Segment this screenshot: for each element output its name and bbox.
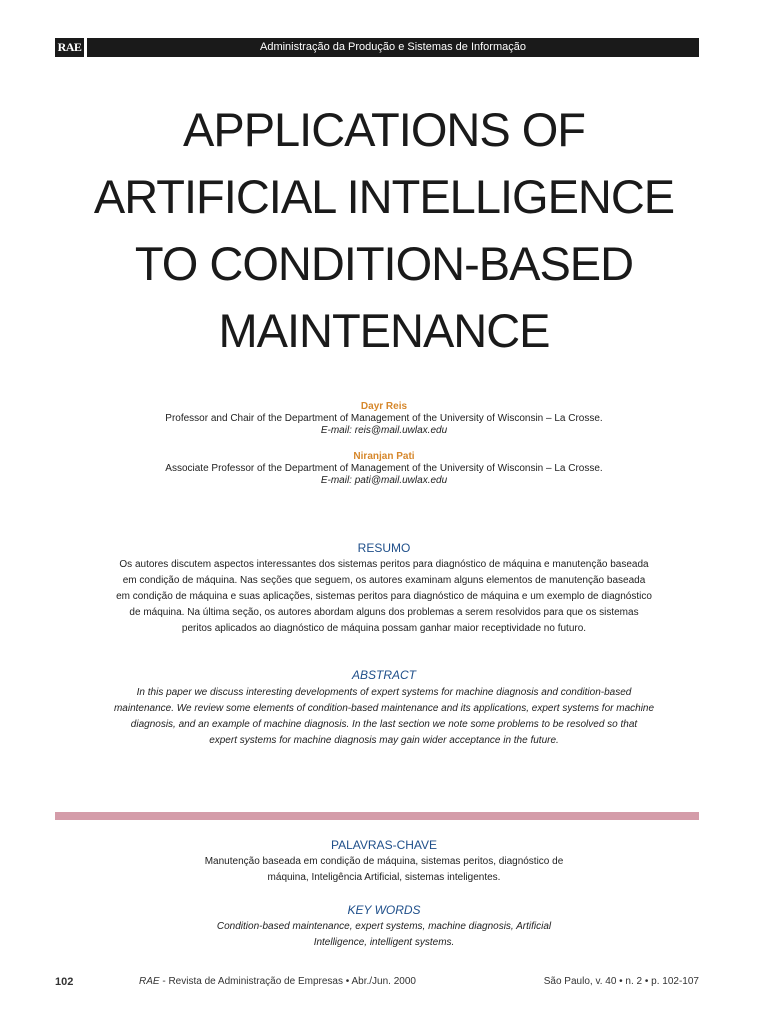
- author-affiliation: Associate Professor of the Department of Management of the University of Wisconsin – La Crosse.: [165, 463, 603, 474]
- section-divider: [55, 812, 699, 820]
- issue-info: São Paulo, v. 40 • n. 2 • p. 102-107: [543, 976, 699, 987]
- resumo-line: Os autores discutem aspectos interessantes dos sistemas peritos para diagnóstico de máquina e manutenção baseada: [119, 559, 649, 570]
- palavras-chave-body: [110, 854, 658, 886]
- abstract-line: maintenance. We review some elements of condition-based maintenance and its applications, expert systems for machine: [113, 703, 655, 714]
- author-list: [60, 401, 708, 501]
- page-number: 102: [55, 976, 74, 988]
- title-line: ARTIFICIAL INTELLIGENCE: [93, 170, 675, 223]
- author-email: E-mail: pati@mail.uwlax.edu: [320, 475, 448, 486]
- key-words-heading: KEY WORDS: [347, 903, 421, 917]
- page-footer: [55, 975, 699, 989]
- journal-name: - Revista de Administração de Empresas • Abr./Jun. 2000: [159, 976, 416, 987]
- author-email: E-mail: reis@mail.uwlax.edu: [320, 425, 448, 436]
- abstract-heading: ABSTRACT: [351, 668, 416, 682]
- resumo-line: em condição de máquina e suas aplicações, sistemas peritos para diagnóstico de máquina e um exemplo de diagnóstico: [116, 591, 652, 602]
- palavras-chave-line: Manutenção baseada em condição de máquina, sistemas peritos, diagnóstico de: [204, 856, 564, 867]
- key-words-line: Condition-based maintenance, expert systems, machine diagnosis, Artificial: [216, 921, 552, 932]
- author-name: Niranjan Pati: [353, 451, 415, 462]
- abstract-line: expert systems for machine diagnosis may gain wider acceptance in the future.: [209, 735, 559, 746]
- palavras-chave-line: máquina, Inteligência Artificial, sistemas inteligentes.: [267, 872, 501, 883]
- author-affiliation: Professor and Chair of the Department of Management of the University of Wisconsin – La Crosse.: [165, 413, 603, 424]
- author-name: Dayr Reis: [360, 401, 408, 412]
- journal-abbr: RAE: [139, 976, 160, 987]
- article-title: [40, 96, 728, 364]
- resumo-line: peritos aplicados ao diagnóstico de máquina possam ganhar maior receptividade no futuro.: [181, 623, 587, 634]
- resumo-line: em condição de máquina. Nas seções que seguem, os autores examinam alguns elementos de manutenção baseada: [122, 575, 646, 586]
- palavras-chave-heading: PALAVRAS-CHAVE: [330, 838, 438, 852]
- journal-section-title: Administração da Produção e Sistemas de Informação: [260, 41, 526, 53]
- title-line: TO CONDITION-BASED: [134, 237, 634, 290]
- journal-header-bar: [55, 38, 699, 57]
- journal-citation: [139, 975, 416, 989]
- resumo-heading: RESUMO: [357, 541, 411, 555]
- key-words-body: [110, 919, 658, 951]
- title-line: APPLICATIONS OF: [183, 103, 585, 156]
- author-entry: [60, 401, 708, 437]
- abstract-line: diagnosis, and an example of machine diagnosis. In the last section we note some problems to be resolved so that: [130, 719, 638, 730]
- title-line: MAINTENANCE: [218, 304, 550, 357]
- author-entry: [60, 451, 708, 487]
- rae-logo: RAE: [55, 38, 87, 57]
- resumo-line: de máquina. Na última seção, os autores abordam alguns dos problemas a serem resolvidos para que os sistemas: [129, 607, 639, 618]
- resumo-body: [110, 557, 658, 637]
- abstract-body: [110, 685, 658, 749]
- abstract-line: In this paper we discuss interesting developments of expert systems for machine diagnosis and condition-based: [136, 687, 632, 698]
- key-words-line: Intelligence, intelligent systems.: [313, 937, 455, 948]
